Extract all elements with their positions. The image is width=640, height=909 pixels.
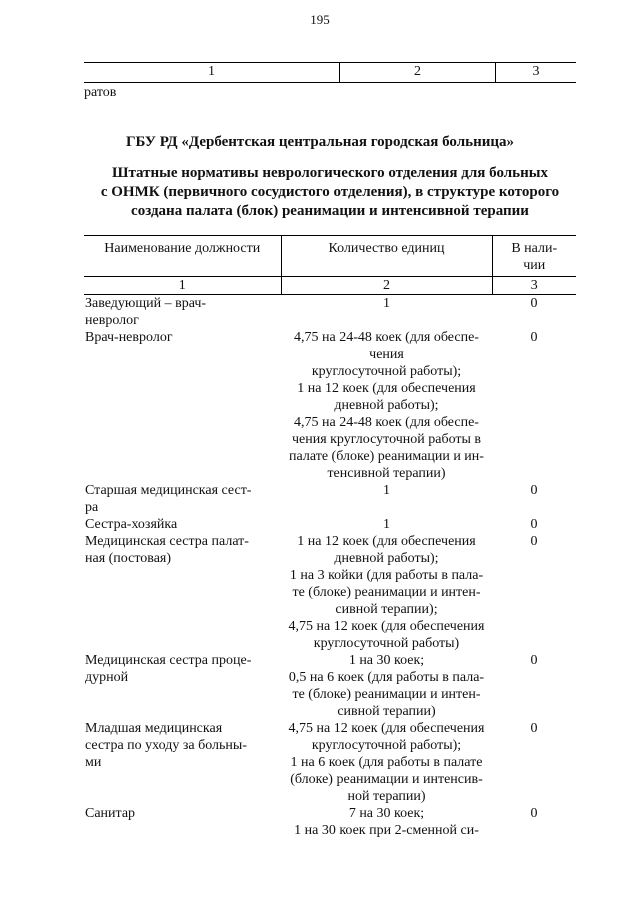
position-name-cell: [84, 482, 281, 516]
units-count-line: сивной терапии);: [335, 602, 438, 617]
header-available: [492, 236, 576, 277]
table-row: [84, 295, 576, 330]
column-number: 2: [281, 277, 492, 295]
available-cell: 0: [530, 534, 538, 549]
units-count-cell: [281, 516, 492, 533]
units-count-line: чения круглосуточной работы в: [291, 432, 482, 447]
units-count-cell: [281, 482, 492, 516]
units-count-line: сивной терапии): [337, 704, 436, 719]
document-title: [84, 164, 576, 221]
units-count-line: те (блоке) реанимации и интен-: [292, 687, 481, 702]
units-count-line: 1: [383, 296, 390, 311]
units-count-line: 4,75 на 12 коек (для обеспечения: [288, 619, 485, 634]
continuation-text: ратов: [84, 85, 117, 100]
units-count-line: 1 на 30 коек при 2-сменной си-: [294, 823, 479, 838]
column-number: 1: [84, 277, 281, 295]
table-row: [84, 720, 576, 805]
position-name-cell: [84, 295, 281, 330]
units-count-line: круглосуточной работы);: [311, 364, 462, 379]
position-name-line: Старшая медицинская сест-: [85, 483, 252, 498]
available-cell: 0: [530, 483, 538, 498]
available-cell: 0: [530, 806, 538, 821]
table-row: [84, 329, 576, 482]
available-cell: 0: [530, 330, 538, 345]
table-row: [84, 805, 576, 839]
units-count-line: 1 на 3 койки (для работы в пала-: [289, 568, 484, 583]
available-cell: 0: [530, 721, 538, 736]
units-count-line: круглосуточной работы): [313, 636, 460, 651]
header-available-line: чии: [523, 258, 546, 273]
position-name-line: ра: [85, 500, 99, 515]
header-available-line: В нали-: [511, 241, 558, 256]
units-count-line: 1 на 12 коек (для обеспечения: [297, 381, 476, 396]
units-count-cell: [281, 720, 492, 805]
title-line: создана палата (блок) реанимации и интенсивной терапии: [131, 203, 529, 219]
header-units-count: Количество единиц: [281, 236, 492, 277]
position-name-line: Санитар: [85, 806, 136, 821]
units-count-cell: [281, 329, 492, 482]
position-name-line: Медицинская сестра проце-: [85, 653, 252, 668]
position-name-cell: [84, 329, 281, 482]
table-row: [84, 482, 576, 516]
position-name-line: невролог: [85, 313, 139, 328]
position-name-cell: [84, 720, 281, 805]
table-row: [84, 533, 576, 652]
organization-title: ГБУ РД «Дербентская центральная городская больница»: [126, 134, 514, 150]
table-row: [84, 652, 576, 720]
units-count-cell: [281, 652, 492, 720]
position-name-line: Медицинская сестра палат-: [85, 534, 249, 549]
title-line: Штатные нормативы неврологического отделения для больных: [112, 165, 548, 181]
position-name-line: Младшая медицинская: [85, 721, 223, 736]
position-name-line: ная (постовая): [85, 551, 172, 566]
units-count-line: 1 на 12 коек (для обеспечения: [297, 534, 476, 549]
available-cell: 0: [530, 296, 538, 311]
units-count-line: 1: [383, 483, 390, 498]
staff-table-body: [84, 295, 576, 840]
units-count-cell: [281, 533, 492, 652]
table-row: [84, 516, 576, 533]
position-name-line: дурной: [85, 670, 129, 685]
position-name-cell: [84, 652, 281, 720]
column-number: 3: [492, 277, 576, 295]
units-count-line: 1: [383, 517, 390, 532]
col-number-3: 3: [496, 63, 577, 83]
units-count-line: 1 на 6 коек (для работы в палате: [290, 755, 483, 770]
available-cell: 0: [530, 517, 538, 532]
title-line: с ОНМК (первичного сосудистого отделения), в структуре которого: [100, 184, 560, 200]
units-count-line: ной терапии): [347, 789, 426, 804]
units-count-cell: [281, 295, 492, 330]
units-count-line: 0,5 на 6 коек (для работы в пала-: [288, 670, 485, 685]
position-name-line: Заведующий – врач-: [85, 296, 207, 311]
units-count-line: 4,75 на 12 коек (для обеспечения: [288, 721, 485, 736]
units-count-line: 1 на 30 коек;: [348, 653, 425, 668]
units-count-line: (блоке) реанимации и интенсив-: [290, 772, 483, 787]
units-count-line: дневной работы);: [334, 398, 439, 413]
units-count-line: круглосуточной работы);: [311, 738, 462, 753]
staff-norms-table: [84, 235, 576, 839]
units-count-line: 4,75 на 24-48 коек (для обеспе-: [294, 330, 479, 345]
units-count-line: 4,75 на 24-48 коек (для обеспе-: [294, 415, 479, 430]
position-name-cell: [84, 533, 281, 652]
position-name-line: Сестра-хозяйка: [85, 517, 178, 532]
position-name-cell: [84, 516, 281, 533]
units-count-line: дневной работы);: [334, 551, 439, 566]
units-count-line: чения: [369, 347, 404, 362]
units-count-line: 7 на 30 коек;: [348, 806, 425, 821]
position-name-line: ми: [85, 755, 102, 770]
units-count-line: те (блоке) реанимации и интен-: [292, 585, 481, 600]
col-number-1: 1: [84, 63, 340, 83]
units-count-cell: [281, 805, 492, 839]
units-count-line: тенсивной терапии): [327, 466, 446, 481]
position-name-line: сестра по уходу за больны-: [85, 738, 247, 753]
header-position-name: Наименование должности: [84, 236, 281, 277]
continued-table-header: [84, 62, 576, 83]
col-number-2: 2: [340, 63, 496, 83]
position-name-line: Врач-невролог: [85, 330, 173, 345]
available-cell: 0: [530, 653, 538, 668]
page-number: 195: [310, 12, 330, 27]
position-name-cell: [84, 805, 281, 839]
units-count-line: палате (блоке) реанимации и ин-: [289, 449, 484, 464]
